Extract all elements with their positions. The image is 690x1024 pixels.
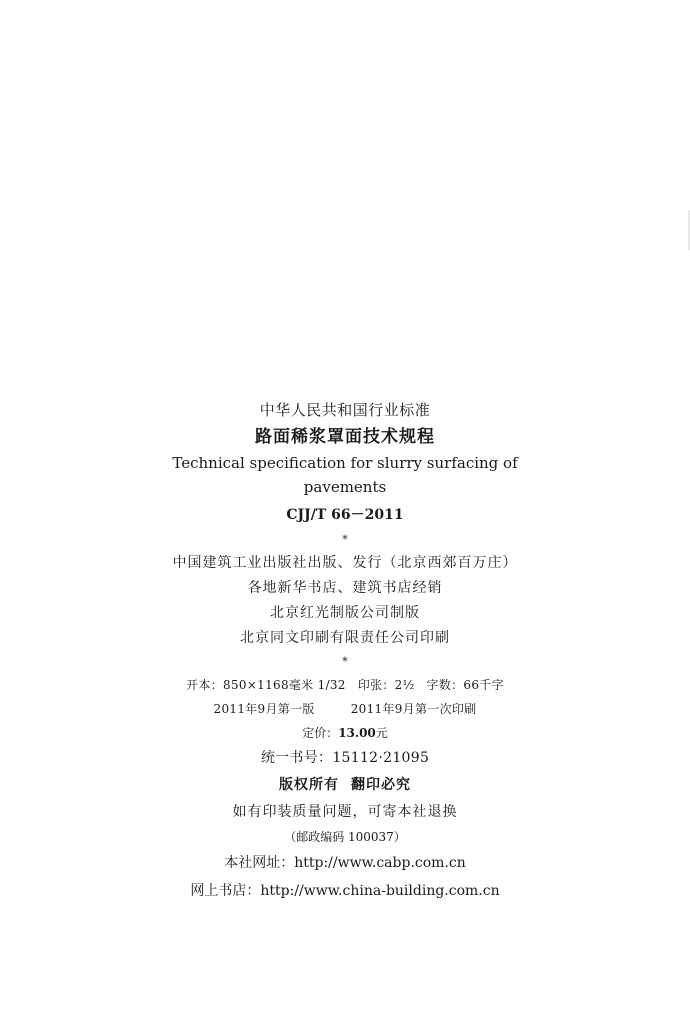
printer-line: 北京同文印刷有限责任公司印刷: [240, 630, 450, 646]
rights-reserved: 版权所有: [279, 777, 339, 793]
quality-note: 如有印装质量问题，可寄本社退换: [232, 804, 458, 820]
separator-star-2: *: [342, 655, 348, 668]
postal-code: （邮政编码 100037）: [284, 830, 406, 844]
title-chinese: 路面稀浆罩面技术规程: [255, 427, 435, 447]
website-label: 本社网址：: [224, 855, 295, 871]
bookstore-line: [0, 877, 690, 905]
plate-maker-line: 北京红光制版公司制版: [270, 605, 420, 621]
printed-sheets: 印张：2½: [357, 678, 415, 692]
website-url[interactable]: http://www.cabp.com.cn: [294, 855, 466, 871]
website-line: [0, 849, 690, 877]
isbn-line: 统一书号：15112·21095: [260, 750, 430, 766]
price-label: 定价：: [302, 726, 339, 740]
price-line: [0, 721, 690, 745]
price-unit: 元: [375, 726, 388, 740]
title-english-line1: Technical specification for slurry surfacing of: [172, 454, 518, 472]
price-value: 13.00: [338, 726, 376, 740]
reprint-prohibited: 翻印必究: [351, 777, 411, 793]
rights-line: [0, 772, 690, 799]
word-count: 字数：66千字: [426, 678, 504, 692]
bookstore-url[interactable]: http://www.china-building.com.cn: [260, 883, 500, 899]
title-english-line2: pavements: [303, 478, 387, 496]
format-line: [0, 673, 690, 697]
publisher-line: 中国建筑工业出版社出版、发行（北京西郊百万庄）: [172, 555, 518, 571]
standard-type: 中华人民共和国行业标准: [259, 401, 431, 419]
standard-code: CJJ/T 66－2011: [286, 507, 404, 523]
distributor-line: 各地新华书店、建筑书店经销: [247, 580, 443, 596]
first-edition: 2011年9月第一版: [213, 702, 315, 716]
format-size: 开本：850×1168毫米 1/32: [186, 678, 346, 692]
separator-star-1: *: [342, 533, 348, 546]
colophon-block: [0, 397, 690, 905]
edition-line: [0, 697, 690, 721]
bookstore-label: 网上书店：: [190, 883, 261, 899]
first-printing: 2011年9月第一次印刷: [350, 702, 477, 716]
